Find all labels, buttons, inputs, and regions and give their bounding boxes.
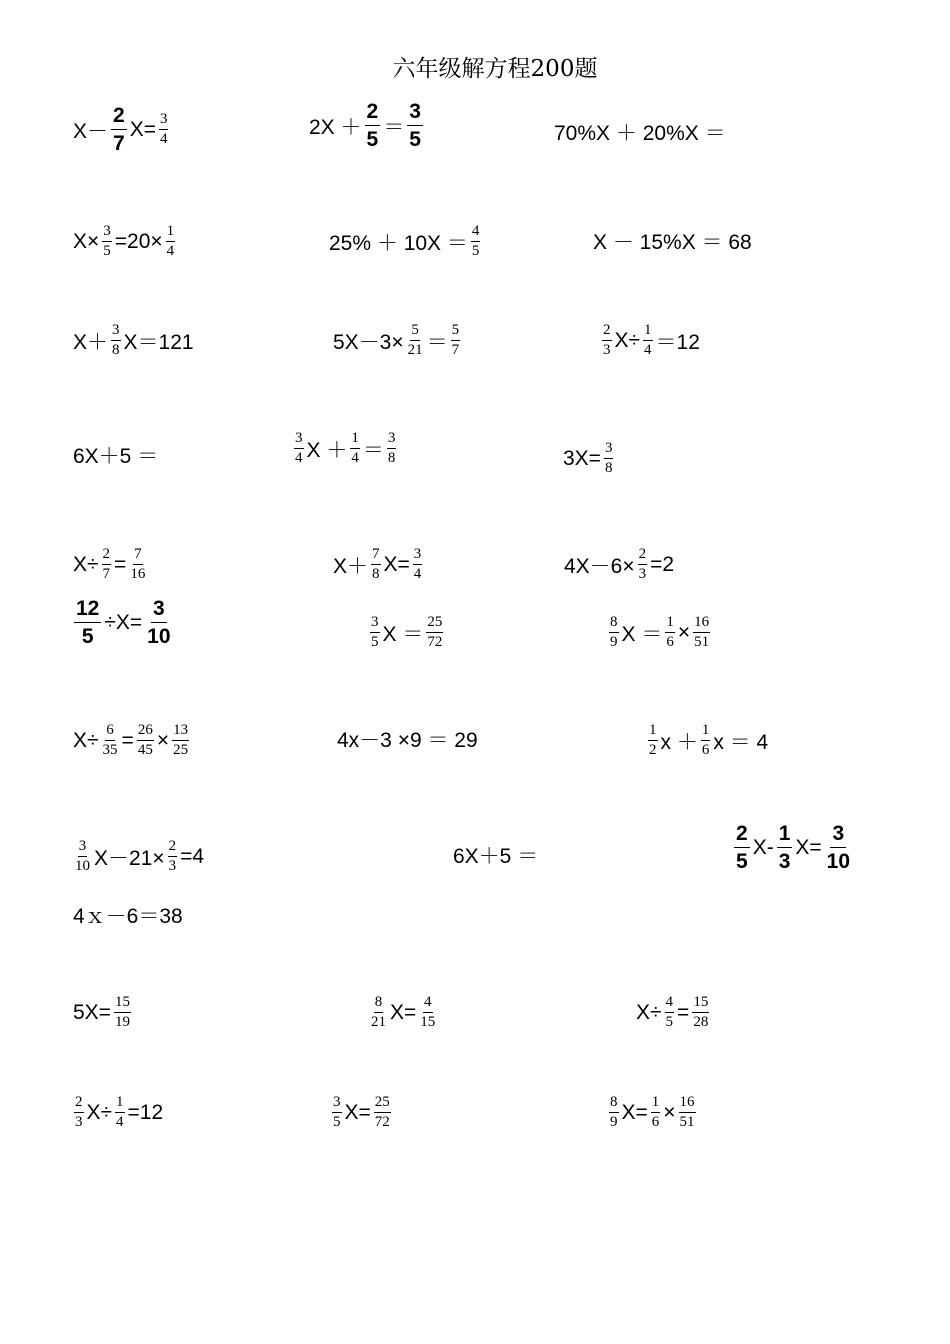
denominator: 3 [75, 1114, 83, 1130]
numerator: 26 [137, 722, 154, 741]
fraction [825, 822, 852, 873]
equation [330, 1094, 393, 1131]
denominator: 25 [173, 742, 189, 758]
equation [452, 840, 539, 870]
fraction [370, 994, 387, 1031]
equation-text: X － 15%X ＝ 68 [593, 231, 752, 254]
equation [72, 994, 133, 1031]
equation-text: X ＝ [621, 622, 663, 646]
fraction [407, 322, 424, 359]
denominator: 5 [409, 128, 421, 151]
equation-text: = [121, 728, 134, 752]
equation-text: X－ [73, 119, 109, 143]
denominator: 8 [387, 450, 396, 466]
equation-text: X= [390, 1000, 417, 1024]
fraction [371, 546, 381, 583]
equation-text: X÷ [636, 1000, 662, 1024]
numerator: 8 [609, 1094, 619, 1113]
numerator: 2 [111, 104, 127, 130]
numerator: 2 [602, 322, 612, 341]
fraction [102, 722, 119, 759]
denominator: 4 [644, 342, 652, 358]
fraction [168, 838, 178, 875]
denominator: 9 [610, 1114, 618, 1130]
equation [72, 546, 148, 583]
denominator: 4 [116, 1114, 124, 1130]
denominator: 8 [372, 566, 380, 582]
equation [72, 838, 205, 875]
equation-text: X= [621, 1100, 648, 1124]
equation [72, 900, 184, 930]
denominator: 5 [736, 850, 748, 873]
denominator: 10 [826, 850, 851, 873]
numerator: 4 [471, 223, 481, 242]
numerator: 3 [102, 223, 112, 242]
denominator: 19 [114, 1014, 130, 1030]
denominator: 21 [407, 342, 423, 358]
fraction [701, 722, 711, 759]
numerator: 3 [604, 440, 614, 459]
denominator: 4 [295, 450, 303, 466]
equation [635, 994, 711, 1031]
equation-text: X＋ [333, 554, 369, 578]
equation-text: 3X= [563, 446, 601, 470]
equation-text: X－21× [94, 846, 165, 870]
fraction [365, 100, 381, 151]
equation [563, 546, 675, 583]
numerator: 1 [643, 322, 653, 341]
fraction [665, 994, 675, 1031]
numerator: 4 [665, 994, 675, 1013]
denominator: 5 [103, 243, 111, 259]
equation [72, 322, 195, 359]
equation-text: 4ｘ－6＝38 [73, 905, 183, 928]
equation [336, 724, 479, 754]
equation-text: 6X＋5 ＝ [453, 845, 539, 868]
denominator: 21 [371, 1014, 386, 1030]
fraction [638, 546, 648, 583]
equation [592, 226, 753, 256]
equation-text: X÷ [73, 552, 99, 576]
numerator: 15 [114, 994, 131, 1013]
fraction [159, 111, 169, 148]
fraction [74, 838, 91, 875]
fraction [115, 1094, 125, 1131]
fraction [419, 994, 436, 1031]
denominator: 51 [694, 634, 710, 650]
fraction [679, 1094, 696, 1131]
numerator: 3 [370, 614, 380, 633]
equation [607, 614, 712, 651]
denominator: 51 [679, 1114, 695, 1130]
page-title: 六年级解方程200题 [392, 56, 598, 82]
denominator: 72 [374, 1114, 390, 1130]
denominator: 7 [451, 342, 460, 358]
equation [368, 614, 445, 651]
equation-text: ＝ [426, 330, 448, 354]
fraction [692, 994, 709, 1031]
equation-text: 70%X ＋ 20%X ＝ [554, 122, 726, 145]
numerator: 3 [78, 838, 88, 857]
equation [72, 223, 177, 260]
denominator: 35 [102, 742, 118, 758]
equation [328, 223, 482, 260]
numerator: 3 [294, 430, 304, 449]
equation [72, 722, 191, 759]
denominator: 4 [166, 243, 175, 259]
denominator: 10 [75, 858, 90, 874]
numerator: 16 [679, 1094, 696, 1113]
denominator: 3 [168, 858, 177, 874]
denominator: 6 [651, 1114, 660, 1130]
fraction [387, 430, 397, 467]
numerator: 13 [172, 722, 189, 741]
denominator: 3 [638, 566, 647, 582]
numerator: 4 [423, 994, 433, 1013]
fraction [102, 546, 112, 583]
fraction [471, 223, 481, 260]
equation-text: X÷ [73, 728, 99, 752]
equation-text: ÷X= [104, 610, 143, 634]
numerator: 12 [74, 597, 101, 623]
denominator: 4 [159, 131, 168, 147]
equation-text: X= [129, 117, 156, 141]
denominator: 4 [351, 450, 359, 466]
denominator: 72 [427, 634, 443, 650]
numerator: 8 [374, 994, 384, 1013]
denominator: 8 [112, 342, 120, 358]
equation-text: X× [73, 229, 100, 253]
fraction [609, 1094, 619, 1131]
fraction [111, 322, 121, 359]
denominator: 3 [603, 342, 611, 358]
numerator: 3 [830, 822, 846, 848]
fraction [413, 546, 423, 583]
fraction [651, 1094, 661, 1131]
denominator: 9 [610, 634, 618, 650]
fraction [114, 994, 131, 1031]
numerator: 1 [115, 1094, 125, 1113]
equation [732, 822, 854, 873]
fraction [332, 1094, 342, 1131]
equation-text: ＝ [383, 115, 405, 139]
fraction [426, 614, 443, 651]
equation-text: 2X ＋ [309, 115, 362, 139]
equation-text: 25% ＋ 10X ＝ [329, 231, 468, 255]
equation [600, 322, 701, 359]
equation-text: X＝121 [123, 330, 194, 354]
equation-text: = [114, 552, 127, 576]
numerator: 1 [777, 822, 793, 848]
numerator: 16 [693, 614, 710, 633]
fraction [74, 1094, 84, 1131]
numerator: 1 [350, 430, 360, 449]
numerator: 8 [609, 614, 619, 633]
fraction [74, 597, 101, 648]
denominator: 7 [113, 132, 125, 155]
denominator: 2 [649, 742, 657, 758]
numerator: 6 [105, 722, 115, 741]
equation [72, 104, 170, 155]
fraction [370, 614, 380, 651]
denominator: 28 [693, 1014, 709, 1030]
equation-text: X÷ [86, 1100, 113, 1124]
denominator: 5 [471, 243, 480, 259]
numerator: 25 [426, 614, 443, 633]
equation [646, 722, 769, 759]
numerator: 3 [387, 430, 397, 449]
fraction [374, 1094, 391, 1131]
numerator: 7 [133, 546, 143, 565]
equation-text: 4X－6× [564, 554, 635, 578]
numerator: 1 [648, 722, 658, 741]
fraction [350, 430, 360, 467]
fraction [145, 597, 172, 648]
equation-text: X ＋ [306, 438, 348, 462]
numerator: 2 [365, 100, 381, 126]
denominator: 5 [81, 625, 94, 648]
equation-text: x ＝ 4 [713, 730, 769, 754]
denominator: 3 [778, 850, 791, 873]
denominator: 16 [130, 566, 146, 582]
denominator: 15 [420, 1014, 436, 1030]
fraction [604, 440, 614, 477]
denominator: 5 [665, 1014, 674, 1030]
equation [553, 117, 727, 147]
numerator: 2 [734, 822, 750, 848]
numerator: 3 [111, 322, 121, 341]
equation-text: 6X＋5 ＝ [73, 445, 159, 468]
equation-text: × [677, 620, 691, 644]
numerator: 2 [168, 838, 178, 857]
numerator: 2 [74, 1094, 84, 1113]
denominator: 7 [102, 566, 111, 582]
fraction [734, 822, 750, 873]
denominator: 6 [666, 634, 674, 650]
equation-text: =20× [114, 229, 163, 253]
fraction [602, 322, 612, 359]
equation [308, 100, 425, 151]
fraction [166, 223, 176, 260]
equation-text: X＋ [73, 330, 109, 354]
equation [368, 994, 438, 1031]
denominator: 6 [701, 742, 710, 758]
numerator: 3 [151, 597, 167, 623]
equation-text: x ＋ [660, 730, 698, 754]
fraction [172, 722, 189, 759]
equation-text: X÷ [614, 328, 641, 352]
equation-text: × [156, 728, 170, 752]
equation-text: × [663, 1100, 676, 1124]
numerator: 3 [159, 111, 169, 130]
equation-text: X= [383, 552, 410, 576]
equation-text: 4x－3 ×9 ＝ 29 [337, 729, 478, 752]
numerator: 1 [665, 614, 675, 633]
fraction [643, 322, 653, 359]
denominator: 45 [137, 742, 153, 758]
fraction [693, 614, 710, 651]
equation-text: X= [344, 1100, 371, 1124]
numerator: 3 [332, 1094, 342, 1113]
fraction [609, 614, 619, 651]
equation-text: =12 [127, 1100, 164, 1124]
denominator: 8 [604, 460, 613, 476]
equation [332, 546, 424, 583]
equation [607, 1094, 698, 1131]
equation-text: X- [752, 835, 774, 859]
equation [562, 440, 615, 477]
equation [292, 430, 398, 467]
numerator: 5 [410, 322, 420, 341]
denominator: 4 [413, 566, 422, 582]
numerator: 3 [413, 546, 423, 565]
numerator: 5 [451, 322, 461, 341]
fraction [665, 614, 675, 651]
denominator: 10 [147, 625, 171, 648]
equation [72, 440, 159, 470]
denominator: 5 [371, 634, 379, 650]
equation [72, 1094, 164, 1131]
equation-text: = [677, 1000, 690, 1024]
numerator: 7 [371, 546, 381, 565]
fraction [102, 223, 112, 260]
fraction [777, 822, 793, 873]
numerator: 15 [692, 994, 709, 1013]
numerator: 2 [638, 546, 648, 565]
fraction [137, 722, 154, 759]
equation-text: X ＝ [382, 622, 424, 646]
denominator: 5 [366, 128, 379, 151]
equation [72, 597, 175, 648]
fraction [111, 104, 127, 155]
numerator: 3 [407, 100, 423, 126]
numerator: 2 [102, 546, 112, 565]
equation-text: 5X－3× [333, 330, 404, 354]
numerator: 25 [374, 1094, 391, 1113]
equation-text: ＝ [362, 438, 384, 462]
equation [332, 322, 462, 359]
numerator: 1 [166, 223, 176, 242]
fraction [407, 100, 423, 151]
fraction [129, 546, 146, 583]
equation-text: X= [795, 835, 822, 859]
fraction [451, 322, 461, 359]
denominator: 5 [333, 1114, 341, 1130]
numerator: 1 [701, 722, 711, 741]
equation-text: ＝12 [655, 330, 700, 354]
fraction [648, 722, 658, 759]
numerator: 1 [651, 1094, 661, 1113]
equation-text: =2 [650, 552, 675, 576]
equation-text: 5X= [73, 1000, 111, 1024]
equation-text: =4 [180, 844, 205, 868]
fraction [294, 430, 304, 467]
